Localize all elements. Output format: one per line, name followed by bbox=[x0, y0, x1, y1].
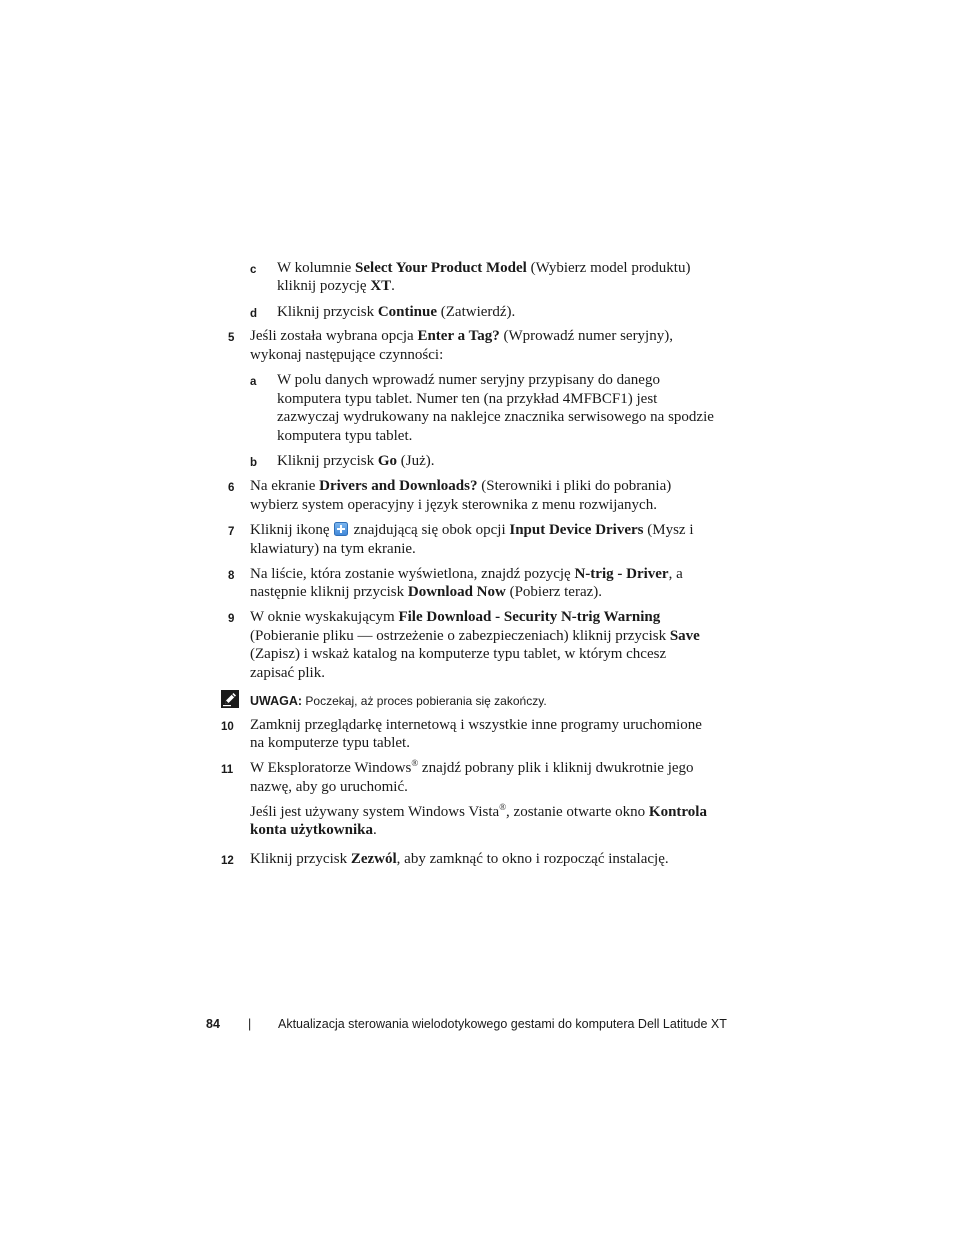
text: (Wprowadź numer seryjny), bbox=[499, 328, 673, 344]
step-12-label: 12 bbox=[221, 855, 234, 867]
ui-term: File Download - Security N-trig Warning bbox=[398, 609, 661, 625]
footer-separator: | bbox=[248, 1017, 252, 1031]
step-10-line1: Zamknij przeglądarkę internetową i wszystkie inne programy uruchomione bbox=[250, 717, 702, 733]
text: (Pobierz teraz). bbox=[505, 584, 603, 600]
text: (Pobieranie pliku — ostrzeżenie o zabezpieczeniach) kliknij przycisk bbox=[250, 628, 670, 644]
step-9-line2 bbox=[250, 627, 700, 646]
step-c-line2 bbox=[277, 277, 395, 296]
step-b-label: b bbox=[250, 457, 258, 469]
text: znajdującą się obok opcji bbox=[353, 522, 510, 538]
step-8-line1 bbox=[250, 565, 683, 584]
step-7-line1 bbox=[250, 521, 694, 540]
ui-term: Kontrola bbox=[648, 804, 707, 820]
text: . bbox=[372, 822, 377, 838]
text: W kolumnie bbox=[277, 260, 356, 276]
step-10-label: 10 bbox=[221, 721, 234, 733]
ui-term: Input Device Drivers bbox=[509, 522, 644, 538]
text: następnie kliknij przycisk bbox=[250, 584, 408, 600]
text: znajdź pobrany plik i kliknij dwukrotnie jego bbox=[418, 760, 694, 776]
text: kliknij pozycję bbox=[277, 278, 371, 294]
step-c-line1 bbox=[277, 259, 690, 278]
text: (Już). bbox=[397, 453, 435, 469]
text: (Sterowniki i pliki do pobrania) bbox=[477, 478, 672, 494]
step-d-line bbox=[277, 303, 515, 322]
step-b-line bbox=[277, 452, 435, 471]
note-text: Poczekaj, aż proces pobierania się zakończy. bbox=[302, 694, 547, 708]
note-pencil-icon bbox=[221, 690, 239, 708]
step-7-label: 7 bbox=[228, 526, 235, 538]
step-5-label: 5 bbox=[228, 332, 235, 344]
step-8-label: 8 bbox=[228, 570, 235, 582]
step-12-line bbox=[250, 850, 669, 869]
step-6-line1 bbox=[250, 477, 671, 496]
text: Na ekranie bbox=[250, 478, 320, 494]
step-11-line1 bbox=[250, 759, 694, 778]
footer-title: Aktualizacja sterowania wielodotykowego gestami do komputera Dell Latitude XT bbox=[278, 1017, 727, 1031]
step-11-line2: nazwę, aby go uruchomić. bbox=[250, 779, 408, 795]
step-9-label: 9 bbox=[228, 613, 235, 625]
note bbox=[250, 692, 547, 711]
registered-mark: ® bbox=[411, 758, 419, 768]
step-9-line1 bbox=[250, 608, 660, 627]
text: W oknie wyskakującym bbox=[250, 609, 399, 625]
text: W Eksploratorze Windows bbox=[250, 760, 412, 776]
step-a-line1: W polu danych wprowadź numer seryjny przypisany do danego bbox=[277, 372, 660, 388]
text: Kliknij przycisk bbox=[277, 304, 378, 320]
step-a-line4: komputera typu tablet. bbox=[277, 428, 413, 444]
step-6-line2: wybierz system operacyjny i język sterownika z menu rozwijanych. bbox=[250, 497, 657, 513]
step-8-line2 bbox=[250, 583, 602, 602]
step-9-line3: (Zapisz) i wskaż katalog na komputerze typu tablet, w którym chcesz bbox=[250, 646, 667, 662]
ui-term: Download Now bbox=[407, 584, 506, 600]
text: . bbox=[391, 278, 395, 294]
ui-term: Select Your Product Model bbox=[355, 260, 527, 276]
step-5-line1 bbox=[250, 327, 673, 346]
text: , a bbox=[668, 566, 683, 582]
step-6-label: 6 bbox=[228, 482, 235, 494]
text: Kliknij przycisk bbox=[277, 453, 378, 469]
text: Kliknij przycisk bbox=[250, 851, 351, 867]
step-11-para2-line1 bbox=[250, 803, 707, 822]
ui-term: Enter a Tag? bbox=[417, 328, 500, 344]
ui-term: N-trig - Driver bbox=[574, 566, 669, 582]
ui-term: XT bbox=[370, 278, 392, 294]
step-c-label: c bbox=[250, 264, 257, 276]
text: , zostanie otwarte okno bbox=[506, 804, 649, 820]
ui-term: Zezwól bbox=[350, 851, 397, 867]
text: , aby zamknąć to okno i rozpocząć instalację. bbox=[396, 851, 669, 867]
ui-term: konta użytkownika bbox=[250, 822, 373, 838]
step-a-label: a bbox=[250, 376, 257, 388]
text: Jeśli została wybrana opcja bbox=[250, 328, 418, 344]
text: Jeśli jest używany system Windows Vista bbox=[250, 804, 500, 820]
step-11-para2-line2 bbox=[250, 821, 377, 840]
step-11-label: 11 bbox=[221, 764, 234, 776]
page-number: 84 bbox=[206, 1017, 220, 1031]
text: (Mysz i bbox=[643, 522, 694, 538]
ui-term: Go bbox=[377, 453, 397, 469]
plus-icon bbox=[334, 522, 348, 536]
step-7-line2: klawiatury) na tym ekranie. bbox=[250, 541, 416, 557]
ui-term: Drivers and Downloads? bbox=[319, 478, 478, 494]
note-label: UWAGA: bbox=[250, 694, 303, 708]
ui-term: Continue bbox=[377, 304, 438, 320]
step-a-line3: zazwyczaj wydrukowany na naklejce znacznika serwisowego na spodzie bbox=[277, 409, 714, 425]
step-d-label: d bbox=[250, 308, 258, 320]
step-a-line2: komputera typu tablet. Numer ten (na przykład 4MFBCF1) jest bbox=[277, 391, 658, 407]
text: (Wybierz model produktu) bbox=[526, 260, 691, 276]
registered-mark: ® bbox=[499, 802, 507, 812]
text: (Zatwierdź). bbox=[437, 304, 516, 320]
ui-term: Save bbox=[669, 628, 700, 644]
step-5-line2: wykonaj następujące czynności: bbox=[250, 347, 444, 363]
step-10-line2: na komputerze typu tablet. bbox=[250, 735, 410, 751]
text: Kliknij ikonę bbox=[250, 522, 330, 538]
step-9-line4: zapisać plik. bbox=[250, 665, 325, 681]
text: Na liście, która zostanie wyświetlona, znajdź pozycję bbox=[250, 566, 575, 582]
